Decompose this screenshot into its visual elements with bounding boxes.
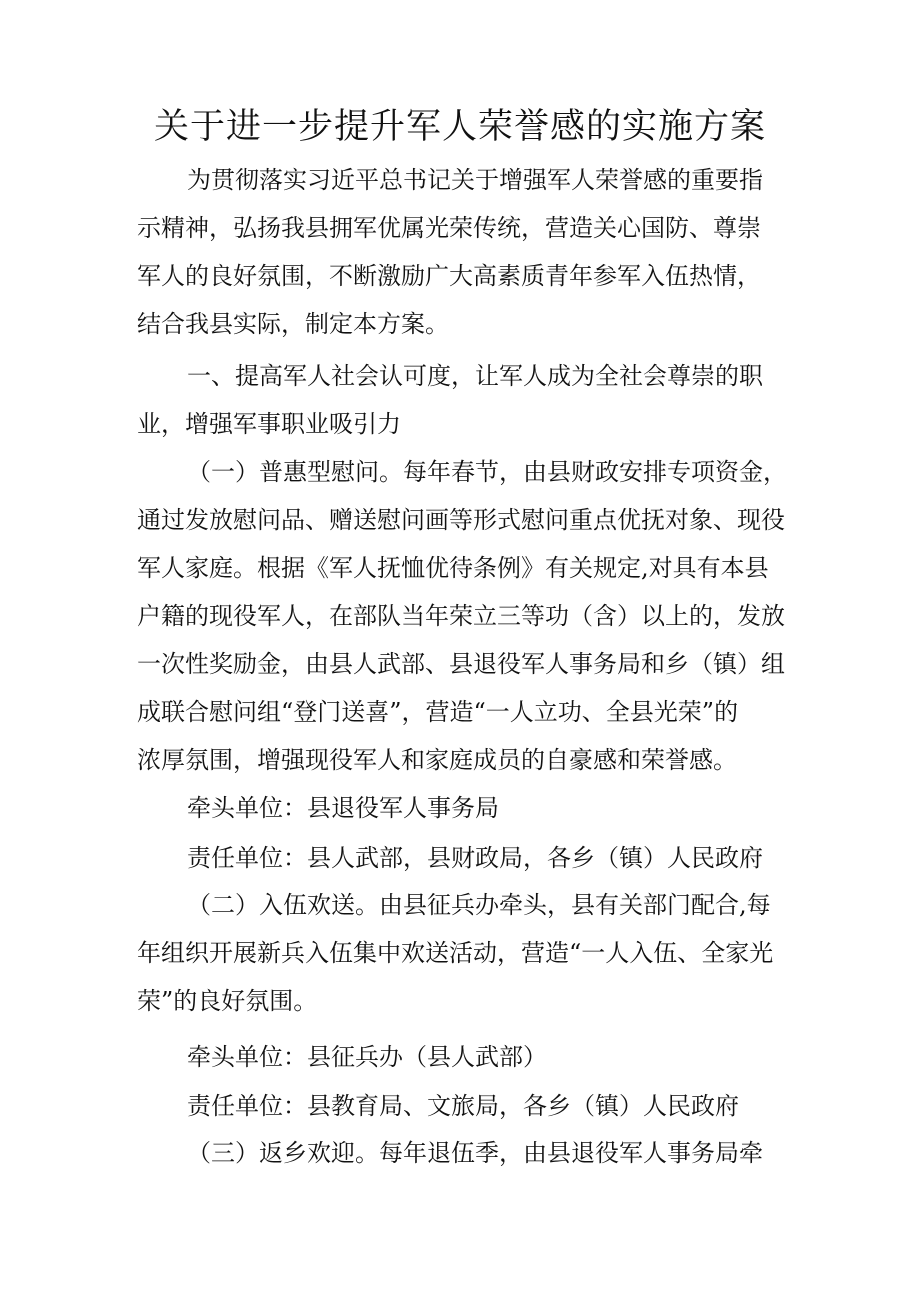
item2-line-2: 年组织开展新兵入伍集中欢送活动，营造“一人入伍、全家光	[137, 939, 774, 967]
item2-responsible-unit: 责任单位：县教育局、文旅局，各乡（镇）人民政府	[187, 1092, 739, 1120]
item1-responsible-unit: 责任单位：县人武部，县财政局，各乡（镇）人民政府	[187, 844, 763, 872]
intro-line-2: 示精神，弘扬我县拥军优属光荣传统，营造关心国防、尊崇	[137, 214, 761, 242]
intro-line-1: 为贯彻落实习近平总书记关于增强军人荣誉感的重要指	[187, 166, 763, 194]
item1-line-7: 浓厚氛围，增强现役军人和家庭成员的自豪感和荣誉感。	[137, 746, 737, 774]
item3-line-1: （三）返乡欢迎。每年退伍季，由县退役军人事务局牵	[187, 1139, 763, 1167]
item1-line-3: 军人家庭。根据《军人抚恤优待条例》有关规定,对具有本县	[137, 554, 769, 582]
item2-lead-unit: 牵头单位：县征兵办（县人武部）	[187, 1043, 547, 1071]
item1-line-5: 一次性奖励金，由县人武部、县退役军人事务局和乡（镇）组	[137, 650, 785, 678]
item2-line-3: 荣”的良好氛围。	[137, 987, 318, 1015]
item2-line-1: （二）入伍欢送。由县征兵办牵头，县有关部门配合,每	[187, 891, 771, 919]
document-title: 关于进一步提升军人荣誉感的实施方案	[153, 107, 766, 147]
section-heading-line-2: 业，增强军事职业吸引力	[137, 410, 401, 438]
intro-line-4: 结合我县实际，制定本方案。	[137, 310, 449, 338]
item1-line-6: 成联合慰问组“登门送喜”，营造“一人立功、全县光荣”的	[137, 698, 739, 726]
item1-line-2: 通过发放慰问品、赠送慰问画等形式慰问重点优抚对象、现役	[137, 506, 785, 534]
item1-lead-unit: 牵头单位：县退役军人事务局	[187, 794, 499, 822]
intro-line-3: 军人的良好氛围，不断激励广大高素质青年参军入伍热情，	[137, 262, 761, 290]
item1-line-1: （一）普惠型慰问。每年春节，由县财政安排专项资金，	[187, 458, 787, 486]
item1-line-4: 户籍的现役军人，在部队当年荣立三等功（含）以上的，发放	[137, 602, 785, 630]
section-heading-line-1: 一、提高军人社会认可度，让军人成为全社会尊崇的职	[187, 362, 763, 390]
